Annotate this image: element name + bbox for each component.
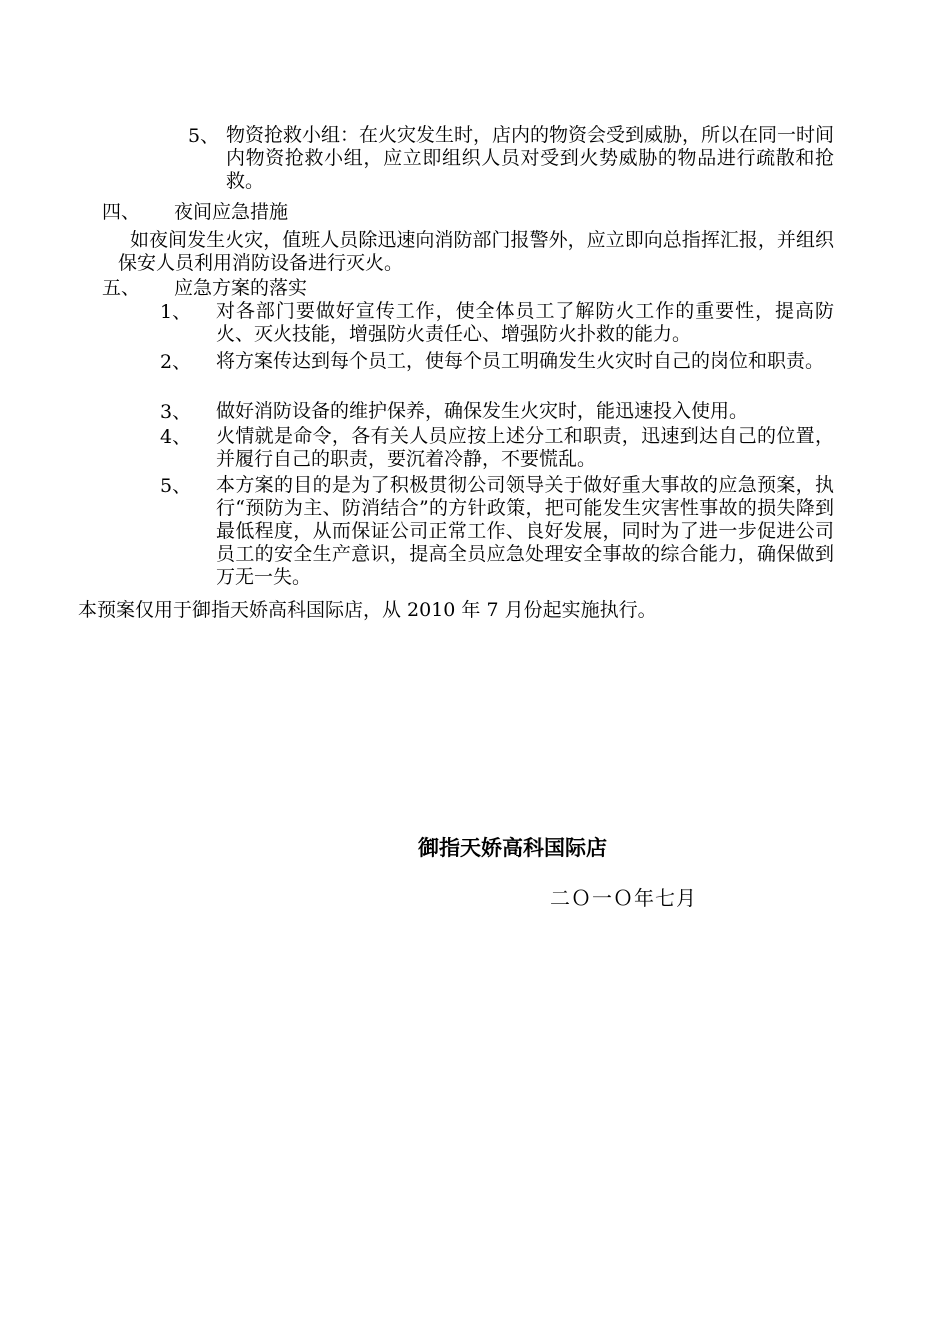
list-item-number: 2、 — [160, 351, 192, 373]
section-5-number: 五、 — [102, 277, 141, 299]
list-item-number: 1、 — [160, 301, 192, 323]
section-5-title: 应急方案的落实 — [174, 277, 308, 299]
list-item-number: 4、 — [160, 426, 192, 448]
list-item-number: 5、 — [160, 475, 192, 497]
group-item-text: 物资抢救小组：在火灾发生时，店内的物资会受到威胁，所以在同一时间内物资抢救小组，应立即组织人员对受到火势威胁的物品进行疏散和抢救。 — [226, 124, 835, 192]
section-4-body: 如夜间发生火灾，值班人员除迅速向消防部门报警外，应立即向总指挥汇报，并组织保安人员利用消防设备进行灭火。 — [118, 229, 834, 274]
list-item-text: 将方案传达到每个员工，使每个员工明确发生火灾时自己的岗位和职责。 — [216, 350, 825, 372]
signature-organization: 御指天娇高科国际店 — [418, 835, 607, 860]
list-item-text: 火情就是命令，各有关人员应按上述分工和职责，迅速到达自己的位置，并履行自己的职责，要沉着冷静，不要慌乱。 — [216, 425, 834, 470]
group-item-number: 5、 — [188, 125, 220, 147]
closing-statement: 本预案仅用于御指天娇高科国际店，从 2010 年 7 月份起实施执行。 — [78, 599, 657, 621]
list-item-text: 对各部门要做好宣传工作，使全体员工了解防火工作的重要性，提高防火、灭火技能，增强防火责任心、增强防火扑救的能力。 — [216, 300, 834, 345]
list-item-text: 做好消防设备的维护保养，确保发生火灾时，能迅速投入使用。 — [216, 400, 749, 422]
list-item-text: 本方案的目的是为了积极贯彻公司领导关于做好重大事故的应急预案，执行“预防为主、防消结合”的方针政策，把可能发生灾害性事故的损失降到最低程度，从而保证公司正常工作、良好发展，同时为了进一步促进公司员工的安全生产意识，提高全员应急处理安全事故的综合能力，确保做到万无一失。 — [216, 474, 834, 588]
list-item-number: 3、 — [160, 401, 192, 423]
signature-date: 二Ｏ一Ｏ年七月 — [550, 886, 697, 910]
section-4-title: 夜间应急措施 — [174, 201, 289, 223]
section-4-number: 四、 — [102, 201, 141, 223]
